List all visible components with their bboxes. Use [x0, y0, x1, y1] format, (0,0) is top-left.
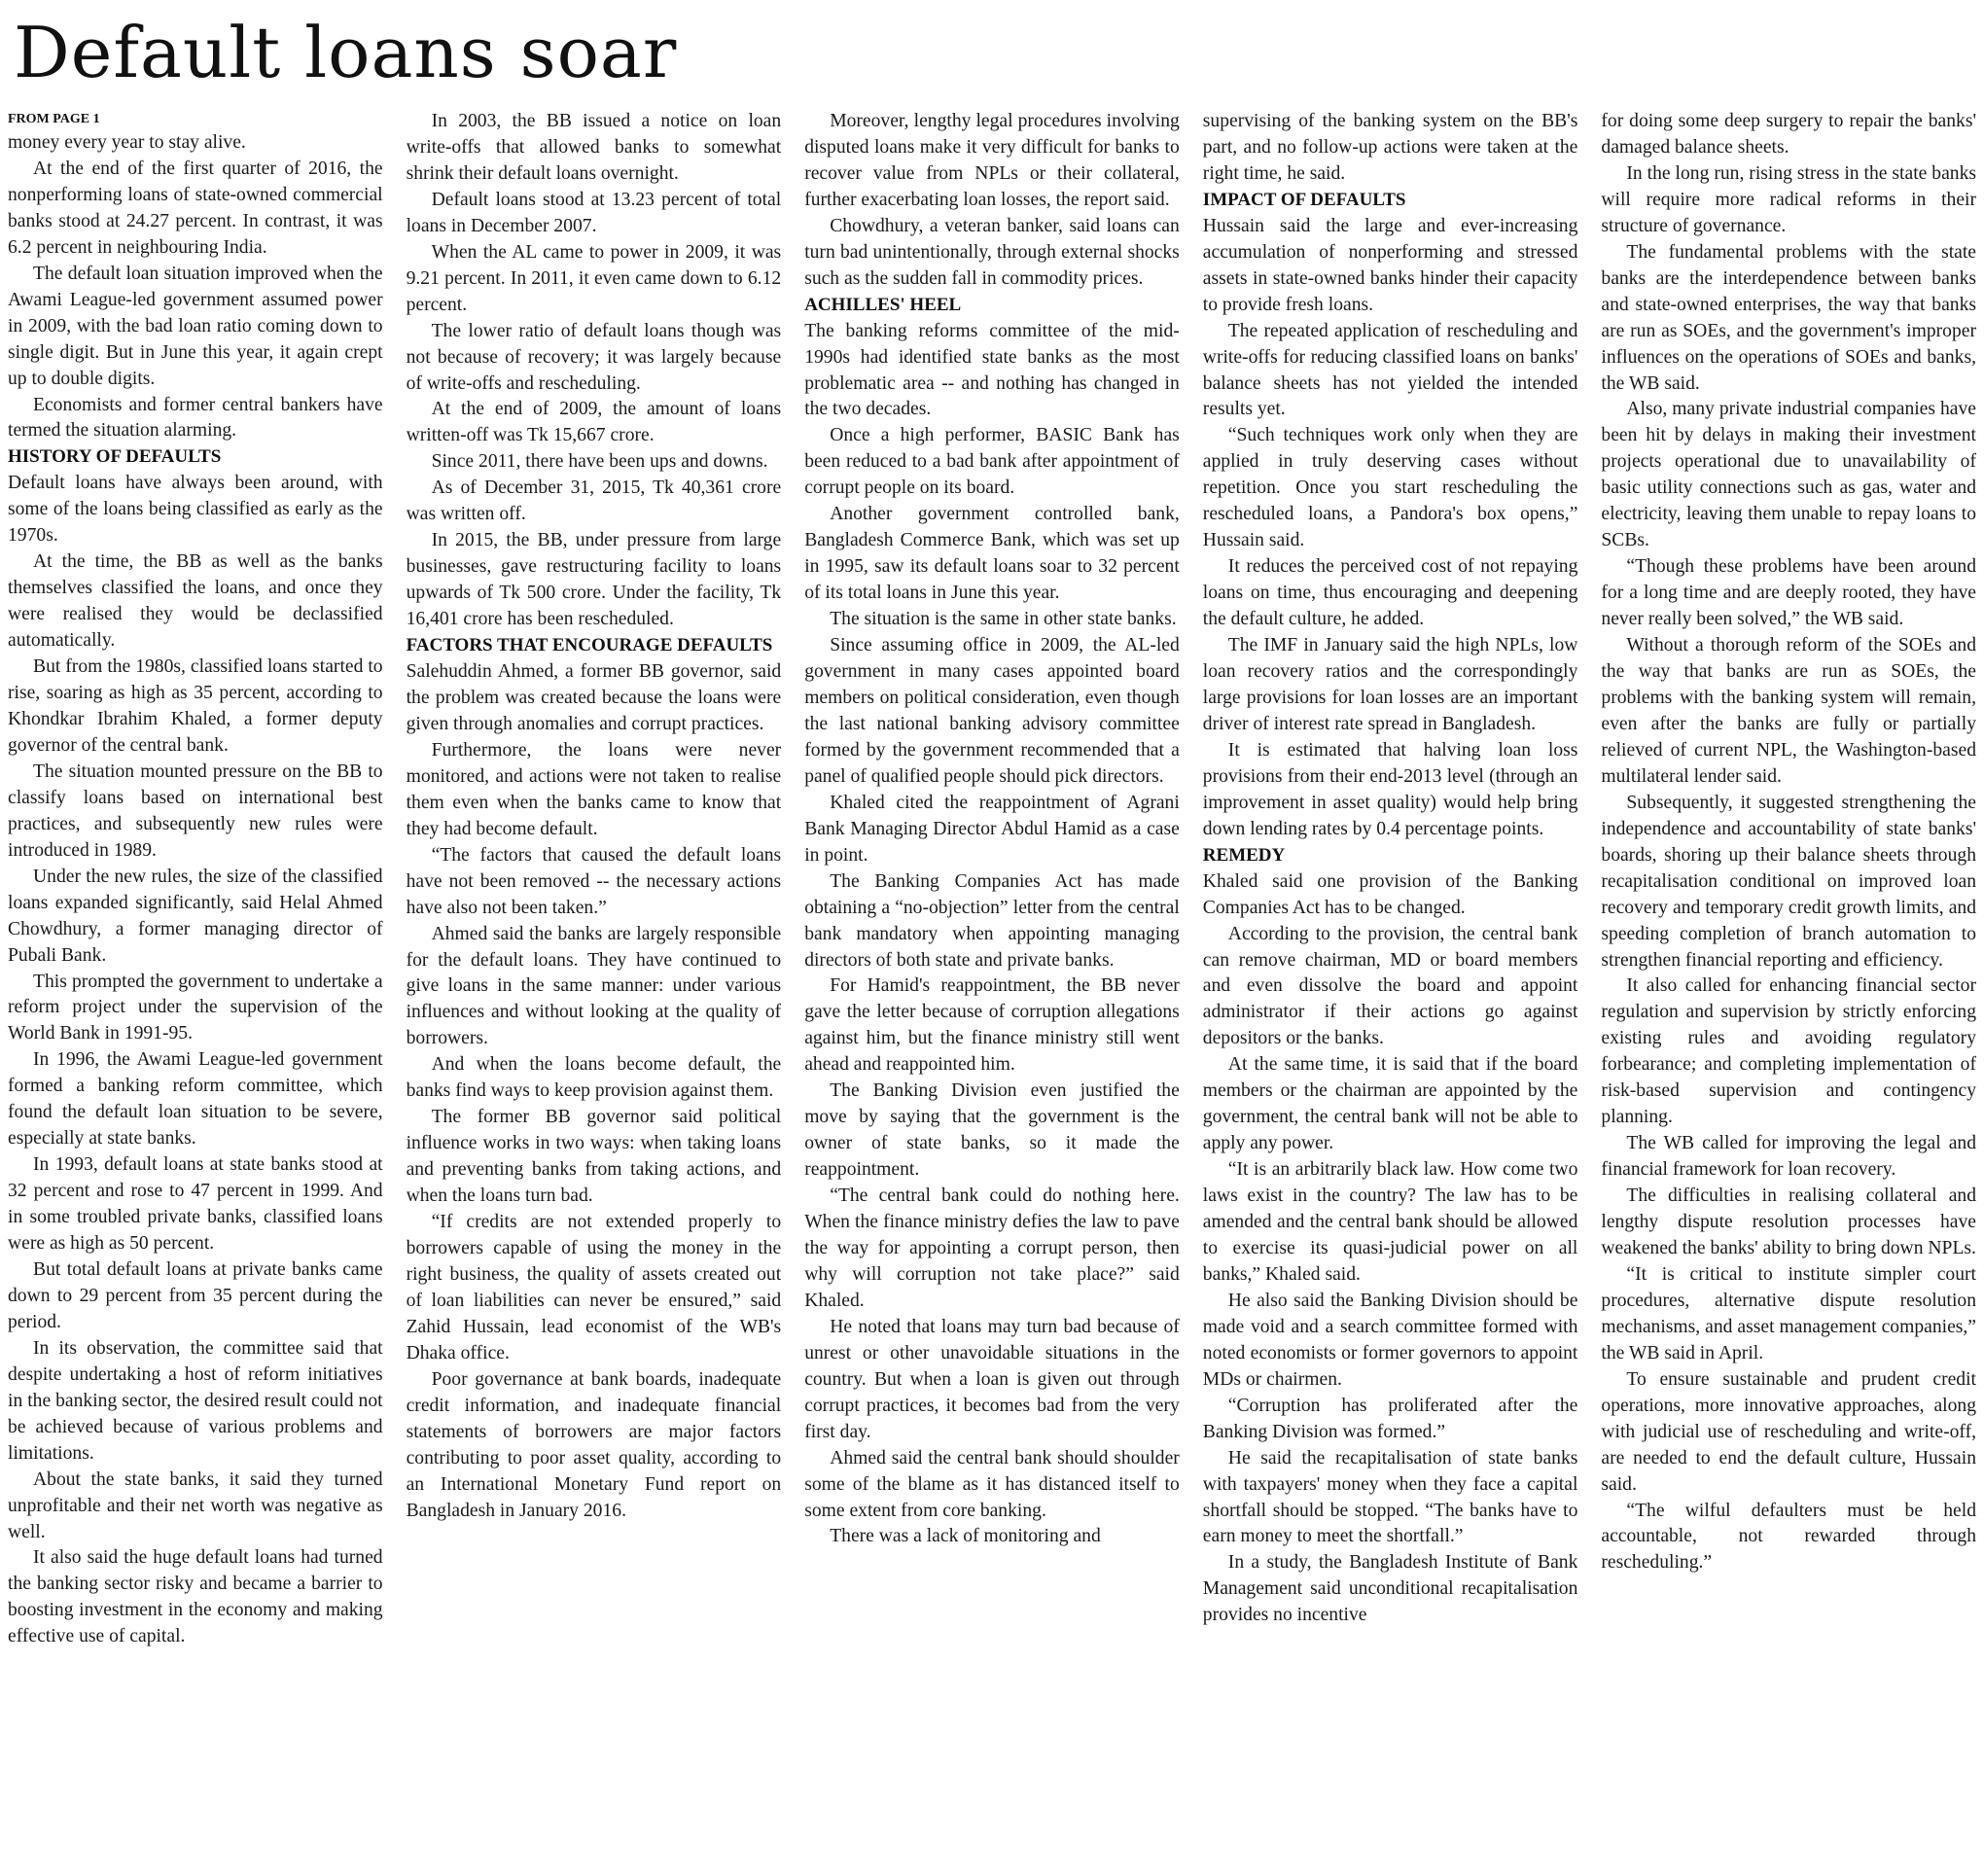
- paragraph: “The wilful defaulters must be held accountable, not rewarded through rescheduling.”: [1601, 1500, 1976, 1574]
- paragraph: It reduces the perceived cost of not repaying loans on time, thus encouraging and deepening the default culture, he added.: [1202, 556, 1578, 630]
- paragraph: In 1993, default loans at state banks stood at 32 percent and rose to 47 percent in 1999. And in some troubled private banks, classified loans were as high as 50 percent.: [8, 1154, 383, 1255]
- section-subhead: IMPACT OF DEFAULTS: [1202, 189, 1406, 210]
- paragraph: The lower ratio of default loans though was not because of recovery; it was largely because of write-offs and rescheduling.: [406, 320, 782, 394]
- paragraph: Without a thorough reform of the SOEs and the way that banks are run as SOEs, the problems with the banking system will remain, even after the banks are fully or partially relieved of current NPL, the Washington-based multilateral lender said.: [1601, 635, 1976, 787]
- article-column-4: [1203, 109, 1578, 1867]
- paragraph: Salehuddin Ahmed, a former BB governor, said the problem was created because the loans were given through anomalies and corrupt practices.: [406, 661, 782, 734]
- paragraph: Furthermore, the loans were never monitored, and actions were not taken to realise them even when the banks came to know that they had become default.: [406, 739, 782, 839]
- paragraph: “Such techniques work only when they are applied in truly deserving cases without repetition. Once you start rescheduling the rescheduled loans, a Pandora's box opens,” Hussain said.: [1202, 425, 1578, 551]
- paragraph: He also said the Banking Division should be made void and a search committee formed with noted economists or former governors to appoint MDs or chairmen.: [1202, 1290, 1578, 1390]
- paragraph: money every year to stay alive.: [8, 132, 246, 153]
- paragraph: Khaled said one provision of the Banking Companies Act has to be changed.: [1202, 870, 1578, 918]
- paragraph: It also said the huge default loans had turned the banking sector risky and became a barrier to boosting investment in the economy and making effective use of capital.: [8, 1547, 383, 1647]
- paragraph: Economists and former central bankers have termed the situation alarming.: [8, 394, 383, 442]
- paragraph: The fundamental problems with the state banks are the interdependence between banks and state-owned enterprises, the way that banks are run as SOEs, and the government's improper influences on the operations of SOEs and banks, the WB said.: [1601, 241, 1976, 394]
- paragraph: In the long run, rising stress in the state banks will require more radical reforms in their structure of governance.: [1601, 162, 1976, 236]
- paragraph: supervising of the banking system on the BB's part, and no follow-up actions were taken at the right time, he said.: [1202, 111, 1578, 184]
- paragraph: Hussain said the large and ever-increasing accumulation of nonperforming and stressed assets in state-owned banks hinder their capacity to provide fresh loans.: [1202, 215, 1578, 315]
- paragraph: for doing some deep surgery to repair the banks' damaged balance sheets.: [1601, 111, 1976, 158]
- paragraph: In 1996, the Awami League-led government formed a banking reform committee, which found the default loan situation to be severe, especially at state banks.: [8, 1049, 383, 1150]
- paragraph: At the end of the first quarter of 2016, the nonperforming loans of state-owned commercial banks stood at 24.27 percent. In contrast, it was 6.2 percent in neighbouring India.: [8, 158, 383, 258]
- paragraph: Khaled cited the reappointment of Agrani Bank Managing Director Abdul Hamid as a case in point.: [804, 792, 1180, 866]
- paragraph: This prompted the government to undertake a reform project under the supervision of the World Bank in 1991-95.: [8, 971, 383, 1044]
- article-column-1: [8, 109, 383, 1867]
- paragraph: Since assuming office in 2009, the AL-led government in many cases appointed board members on political consideration, even though the last national banking advisory committee formed by the government recommended that a panel of qualified people should pick directors.: [804, 635, 1180, 787]
- paragraph: The difficulties in realising collateral and lengthy dispute resolution processes have weakened the banks' ability to bring down NPLs.: [1601, 1186, 1976, 1258]
- paragraph: “If credits are not extended properly to borrowers capable of using the money in the right business, the quality of assets created out of loan liabilities can never be ensured,” said Zahid Hussain, lead economist of the WB's Dhaka office.: [406, 1212, 782, 1363]
- paragraph: But total default loans at private banks came down to 29 percent from 35 percent during the period.: [8, 1258, 383, 1332]
- paragraph: The former BB governor said political influence works in two ways: when taking loans and preventing banks from taking actions, and when the loans turn bad.: [406, 1107, 782, 1207]
- article-body: [8, 109, 1976, 1867]
- article-column-5: [1601, 109, 1976, 1867]
- paragraph: As of December 31, 2015, Tk 40,361 crore was written off.: [406, 478, 782, 525]
- paragraph: Subsequently, it suggested strengthening the independence and accountability of state banks' boards, shoring up their balance sheets through recapitalisation conditional on improved loan recovery and temporary credit growth limits, and speeding completion of branch automation to strengthen financial reporting and efficiency.: [1601, 792, 1976, 971]
- paragraph: It also called for enhancing financial sector regulation and supervision by strictly enforcing existing rules and avoiding regulatory forbearance; and completing implementation of risk-based supervision and contingency planning.: [1601, 975, 1976, 1128]
- section-subhead: FACTORS THAT ENCOURAGE DEFAULTS: [406, 635, 773, 656]
- paragraph: In its observation, the committee said that despite undertaking a host of reform initiatives in the banking sector, the desired result could not be achieved because of various problems and limitations.: [8, 1337, 383, 1464]
- paragraph: Another government controlled bank, Bangladesh Commerce Bank, which was set up in 1995, saw its default loans soar to 32 percent of its total loans in June this year.: [804, 504, 1180, 604]
- paragraph: Ahmed said the central bank should shoulder some of the blame as it has distanced itself to some extent from core banking.: [804, 1447, 1180, 1521]
- paragraph: Chowdhury, a veteran banker, said loans can turn bad unintentionally, through external shocks such as the sudden fall in commodity prices.: [804, 215, 1180, 289]
- paragraph: The IMF in January said the high NPLs, low loan recovery ratios and the correspondingly large provisions for loan losses are an important driver of interest rate spread in Bangladesh.: [1202, 635, 1578, 734]
- paragraph: “Corruption has proliferated after the Banking Division was formed.”: [1202, 1395, 1578, 1442]
- paragraph: In 2015, the BB, under pressure from large businesses, gave restructuring facility to loans upwards of Tk 500 crore. Under the facility, Tk 16,401 crore has been rescheduled.: [406, 530, 782, 630]
- paragraph: “The central bank could do nothing here. When the finance ministry defies the law to pave the way for appointing a corrupt person, then why will corruption not take place?” said Khaled.: [804, 1186, 1180, 1311]
- paragraph: According to the provision, the central bank can remove chairman, MD or board members and even dissolve the board and appoint administrator if their actions go against depositors or the banks.: [1202, 923, 1578, 1049]
- paragraph: The Banking Division even justified the move by saying that the government is the owner of state banks, so it made the reappointment.: [804, 1080, 1180, 1181]
- paragraph: The repeated application of rescheduling and write-offs for reducing classified loans on banks' balance sheets has not yielded the intended results yet.: [1202, 320, 1578, 420]
- paragraph: The default loan situation improved when the Awami League-led government assumed power in 2009, with the bad loan ratio coming down to single digit. But in June this year, it again crept up to double digits.: [8, 263, 383, 389]
- paragraph: At the time, the BB as well as the banks themselves classified the loans, and once they were realised they would be declassified automatically.: [8, 551, 383, 652]
- paragraph: “The factors that caused the default loans have not been removed -- the necessary actions have also not been taken.”: [406, 844, 782, 918]
- paragraph: About the state banks, it said they turned unprofitable and their net worth was negative as well.: [8, 1469, 383, 1542]
- paragraph: The WB called for improving the legal and financial framework for loan recovery.: [1601, 1133, 1976, 1181]
- paragraph: “It is critical to institute simpler court procedures, alternative dispute resolution mechanisms, and asset management companies,” the WB said in April.: [1601, 1263, 1976, 1363]
- paragraph: Ahmed said the banks are largely responsible for the default loans. They have continued to give loans in the same manner: under various influences and without looking at the quality of borrowers.: [406, 923, 782, 1049]
- paragraph: “Though these problems have been around for a long time and are deeply rooted, they have never really been solved,” the WB said.: [1601, 556, 1976, 630]
- paragraph: There was a lack of monitoring and: [830, 1526, 1101, 1547]
- section-subhead: HISTORY OF DEFAULTS: [8, 446, 222, 468]
- paragraph: Default loans have always been around, with some of the loans being classified as early as the 1970s.: [8, 473, 383, 547]
- paragraph: The Banking Companies Act has made obtaining a “no-objection” letter from the central bank mandatory when appointing managing directors of both state and private banks.: [804, 870, 1180, 971]
- paragraph: In a study, the Bangladesh Institute of Bank Management said unconditional recapitalisation provides no incentive: [1202, 1552, 1578, 1626]
- paragraph: He said the recapitalisation of state banks with taxpayers' money when they face a capital shortfall should be stopped. “The banks have to earn money to meet the shortfall.”: [1202, 1447, 1578, 1547]
- paragraph: To ensure sustainable and prudent credit operations, more innovative approaches, along with judicial use of rescheduling and write-off, are needed to end the default culture, Hussain said.: [1601, 1368, 1976, 1495]
- article-column-2: [407, 109, 782, 1867]
- paragraph: He noted that loans may turn bad because of unrest or other unavoidable situations in the country. But when a loan is given out through corrupt practices, it becomes bad from the very first day.: [804, 1316, 1180, 1442]
- section-subhead: REMEDY: [1202, 844, 1286, 866]
- paragraph: Moreover, lengthy legal procedures involving disputed loans make it very difficult for banks to recover value from NPLs or their collateral, further exacerbating loan losses, the report said.: [804, 111, 1180, 210]
- paragraph: At the end of 2009, the amount of loans written-off was Tk 15,667 crore.: [406, 399, 782, 446]
- paragraph: Default loans stood at 13.23 percent of total loans in December 2007.: [406, 189, 782, 236]
- paragraph: “It is an arbitrarily black law. How come two laws exist in the country? The law has to be amended and the central bank should be allowed to exercise its quasi-judicial power on all banks,” Khaled said.: [1202, 1159, 1578, 1285]
- paragraph: Also, many private industrial companies have been hit by delays in making their investment projects operational due to unavailability of basic utility connections such as gas, water and electricity, leaving them unable to repay loans to SCBs.: [1601, 399, 1976, 551]
- paragraph: And when the loans become default, the banks find ways to keep provision against them.: [406, 1054, 782, 1102]
- paragraph: The banking reforms committee of the mid-1990s had identified state banks as the most problematic area -- and nothing has changed in the two decades.: [804, 320, 1180, 420]
- continuation-kicker: FROM PAGE 1: [8, 112, 100, 126]
- article-column-3: [804, 109, 1180, 1867]
- section-subhead: ACHILLES' HEEL: [804, 294, 962, 315]
- paragraph: The situation is the same in other state banks.: [830, 609, 1177, 630]
- paragraph: But from the 1980s, classified loans started to rise, soaring as high as 35 percent, according to Khondkar Ibrahim Khaled, a former deputy governor of the central bank.: [8, 656, 383, 756]
- paragraph: Since 2011, there have been ups and downs.: [431, 451, 768, 473]
- paragraph: In 2003, the BB issued a notice on loan write-offs that allowed banks to somewhat shrink their default loans overnight.: [406, 111, 782, 184]
- paragraph: At the same time, it is said that if the board members or the chairman are appointed by the government, the central bank will not be able to apply any power.: [1202, 1054, 1578, 1154]
- paragraph: Once a high performer, BASIC Bank has been reduced to a bad bank after appointment of corrupt people on its board.: [804, 425, 1180, 499]
- paragraph: When the AL came to power in 2009, it was 9.21 percent. In 2011, it even came down to 6.12 percent.: [406, 241, 782, 315]
- headline: Default loans soar: [14, 12, 678, 93]
- paragraph: Under the new rules, the size of the classified loans expanded significantly, said Helal Ahmed Chowdhury, a former managing director of Pubali Bank.: [8, 866, 383, 966]
- paragraph: For Hamid's reappointment, the BB never gave the letter because of corruption allegations against him, but the finance ministry still went ahead and reappointed him.: [804, 975, 1180, 1076]
- paragraph: Poor governance at bank boards, inadequate credit information, and inadequate financial statements of borrowers are major factors contributing to poor asset quality, according to an International Monetary Fund report on Bangladesh in January 2016.: [406, 1368, 782, 1521]
- paragraph: It is estimated that halving loan loss provisions from their end-2013 level (through an improvement in asset quality) would help bring down lending rates by 0.4 percentage points.: [1202, 739, 1578, 839]
- paragraph: The situation mounted pressure on the BB to classify loans based on international best practices, and subsequently new rules were introduced in 1989.: [8, 761, 383, 861]
